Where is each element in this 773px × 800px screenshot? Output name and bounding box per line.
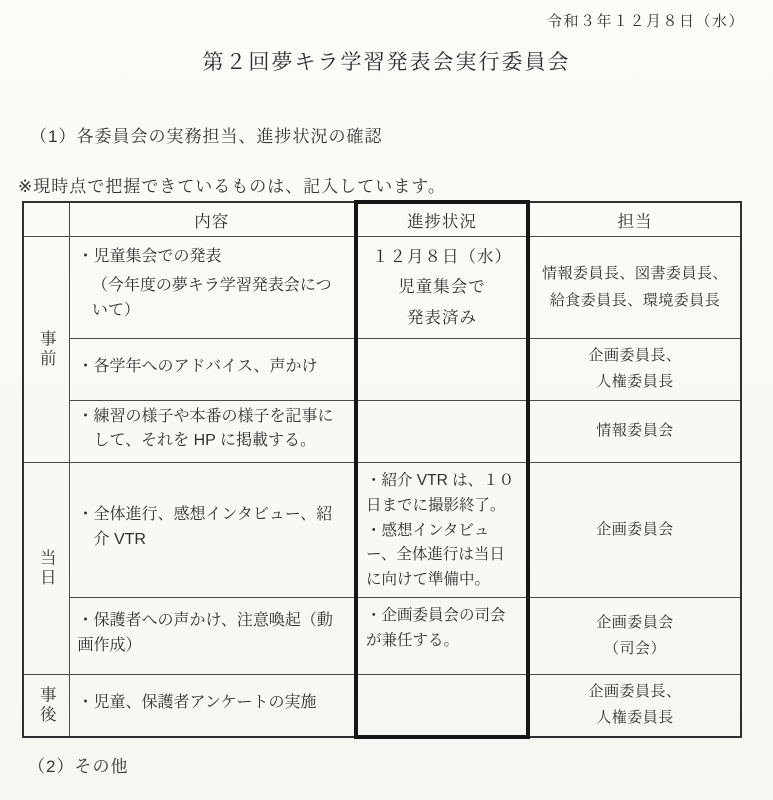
progress-line: ・感想インタビュー、全体進行は当日に向けて準備中。 <box>366 521 505 589</box>
progress-line: 児童集会で <box>398 278 486 297</box>
note-text: ※現時点で把握できているものは、記入しています。 <box>18 177 446 196</box>
charge-line: 企画委員長、 <box>588 683 682 701</box>
phase-cell-pre <box>23 237 69 463</box>
phase-cell-post <box>23 675 69 737</box>
progress-cell <box>356 598 528 675</box>
content-cell <box>69 598 356 675</box>
content-line: ・練習の様子や本番の様子を記事にして、それを HP に掲載する。 <box>77 407 334 450</box>
charge-line: 企画委員会 <box>596 520 674 538</box>
phase-label-day: 当日 <box>37 549 56 589</box>
content-cell <box>69 339 356 401</box>
content-line: ・全体進行、感想インタビュー、紹介 VTR <box>77 506 333 549</box>
phase-label-pre: 事前 <box>37 330 56 370</box>
charge-line: 企画委員会 <box>596 613 674 631</box>
content-cell <box>69 463 356 598</box>
section-2-heading: （2）その他 <box>28 757 129 776</box>
charge-cell <box>528 598 741 675</box>
progress-cell <box>356 400 528 463</box>
content-line: ・児童集会での発表 <box>77 248 222 265</box>
committee-progress-table <box>22 200 742 739</box>
charge-cell <box>528 237 741 339</box>
charge-line: 情報委員会 <box>596 422 674 440</box>
charge-cell <box>528 675 741 737</box>
content-cell <box>69 400 356 463</box>
table-row <box>23 598 741 675</box>
document-date: 令和３年１２月８日（水） <box>546 13 745 30</box>
table-row <box>23 675 741 737</box>
content-line: ・保護者への声かけ、注意喚起（動画作成） <box>77 612 333 655</box>
table-row <box>23 463 741 598</box>
progress-cell <box>356 339 528 401</box>
charge-cell <box>528 339 741 401</box>
phase-label-post: 事後 <box>37 685 56 725</box>
content-line: ・各学年へのアドバイス、声かけ <box>77 357 318 375</box>
content-cell <box>69 675 356 737</box>
charge-line: 企画委員長、 <box>588 347 682 364</box>
charge-line: 情報委員長、図書委員長、 <box>541 265 728 283</box>
header-charge: 担当 <box>528 202 741 237</box>
table-header-row <box>23 202 741 237</box>
content-line: （今年度の夢キラ学習発表会について） <box>91 276 332 319</box>
header-phase <box>23 202 69 237</box>
progress-line: １２月８日（水） <box>372 247 512 266</box>
document-title: 第２回夢キラ学習発表会実行委員会 <box>202 51 571 74</box>
header-progress: 進捗状況 <box>356 202 528 237</box>
progress-cell <box>356 237 528 339</box>
progress-line: 発表済み <box>407 308 477 327</box>
charge-line: 人権委員長 <box>596 373 674 391</box>
content-line: ・児童、保護者アンケートの実施 <box>77 693 317 711</box>
content-cell <box>69 237 356 339</box>
progress-cell <box>356 675 528 737</box>
progress-line: ・企画委員会の司会が兼任する。 <box>366 607 506 649</box>
charge-line: 給食委員長、環境委員長 <box>549 291 721 309</box>
phase-cell-day <box>23 463 69 675</box>
charge-line: 人権委員長 <box>596 709 674 727</box>
table-row <box>23 237 741 339</box>
progress-line: ・紹介 VTR は、１０日までに撮影終了。 <box>366 472 515 514</box>
progress-cell <box>356 463 528 598</box>
charge-cell <box>528 400 741 463</box>
table-row <box>23 339 741 401</box>
charge-line: （司会） <box>603 640 666 658</box>
table-row <box>23 400 741 463</box>
charge-cell <box>528 463 741 598</box>
section-1-heading: （1）各委員会の実務担当、進捗状況の確認 <box>30 127 383 146</box>
header-content: 内容 <box>69 202 356 237</box>
